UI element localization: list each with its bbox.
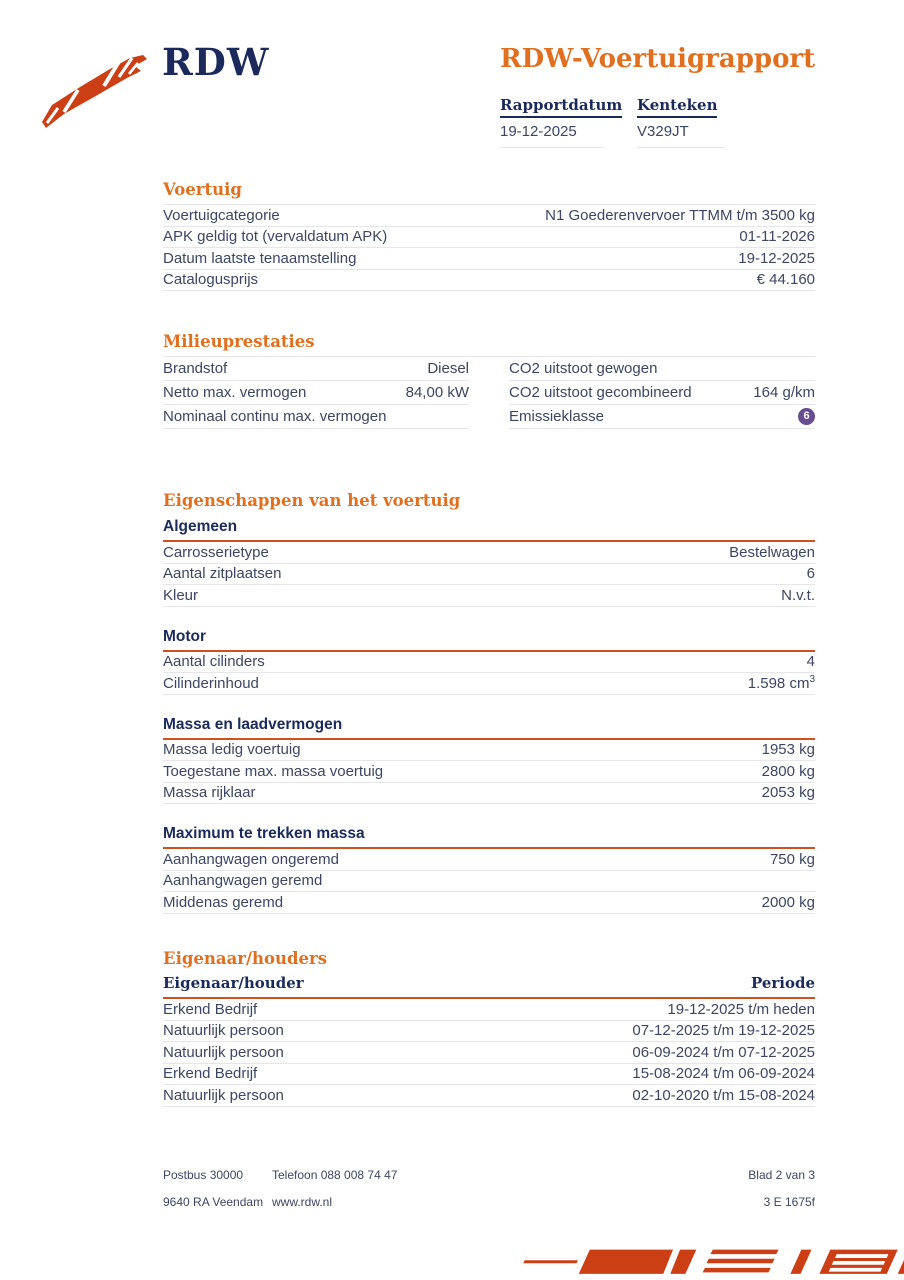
row-label: Cilinderinhoud <box>163 674 259 692</box>
table-row <box>163 1021 815 1043</box>
row-value: 2000 kg <box>761 893 815 911</box>
table-row <box>163 405 469 429</box>
row-label: Netto max. vermogen <box>163 384 307 401</box>
row-label: Datum laatste tenaamstelling <box>163 249 357 267</box>
row-value-text: 1.598 cm <box>747 675 810 693</box>
table-row <box>163 248 815 270</box>
footer-website: www.rdw.nl <box>272 1195 333 1209</box>
row-value-superscript: 3 <box>809 674 815 686</box>
row-value: 19-12-2025 <box>738 249 815 267</box>
table-row <box>509 405 815 429</box>
table-row <box>163 652 815 674</box>
owners-table-header <box>163 974 815 999</box>
row-value <box>748 674 815 692</box>
owner-period: 15-08-2024 t/m 06-09-2024 <box>632 1065 815 1083</box>
row-label: Aantal cilinders <box>163 653 265 671</box>
table-row <box>163 1064 815 1086</box>
license-plate-column <box>637 96 816 148</box>
table-row <box>163 227 815 249</box>
footer-doc-code: 3 E 1675f <box>763 1195 815 1209</box>
table-row <box>163 542 815 564</box>
table-row <box>163 564 815 586</box>
subsection-motor <box>163 627 815 695</box>
row-value: Diesel <box>427 360 469 377</box>
row-value: 750 kg <box>769 850 815 868</box>
decorative-stripes-graphic <box>520 1242 904 1280</box>
section-eigenschappen <box>163 491 815 934</box>
footer-phone: Telefoon 088 008 74 47 <box>272 1168 398 1182</box>
section-voertuig <box>163 180 815 291</box>
row-value: Bestelwagen <box>729 543 815 561</box>
section-title-eigenschappen: Eigenschappen van het voertuig <box>163 491 461 510</box>
column-header-owner: Eigenaar/houder <box>163 974 304 992</box>
emission-class-badge: 6 <box>798 408 815 425</box>
owner-period: 02-10-2020 t/m 15-08-2024 <box>632 1086 815 1104</box>
table-row <box>163 740 815 762</box>
table-row <box>163 270 815 292</box>
milieu-columns <box>163 357 815 429</box>
row-value: 2800 kg <box>761 762 815 780</box>
milieu-right-column <box>509 357 815 429</box>
rdw-wordmark: RDW <box>162 40 270 84</box>
footer-address-line2: 9640 RA Veendam <box>163 1195 264 1209</box>
row-value: 6 <box>806 565 815 583</box>
row-label: Massa rijklaar <box>163 784 256 802</box>
row-label: Aanhangwagen geremd <box>163 872 323 890</box>
row-value: N.v.t. <box>781 586 815 604</box>
table-row <box>163 673 815 695</box>
table-row <box>163 871 815 893</box>
section-title-milieuprestaties: Milieuprestaties <box>163 332 815 357</box>
table-row <box>163 892 815 914</box>
owner-type: Natuurlijk persoon <box>163 1086 284 1104</box>
table-row <box>509 381 815 405</box>
row-value: 01-11-2026 <box>739 228 815 246</box>
owner-type: Erkend Bedrijf <box>163 1065 258 1083</box>
table-row <box>163 357 469 381</box>
footer-line-2 <box>163 1195 815 1209</box>
row-label: APK geldig tot (vervaldatum APK) <box>163 228 388 246</box>
rdw-feather-logo <box>34 50 152 138</box>
table-row <box>163 849 815 871</box>
report-date-label: Rapportdatum <box>500 96 622 118</box>
owner-type: Erkend Bedrijf <box>163 1000 258 1018</box>
table-row <box>163 1042 815 1064</box>
row-value: 4 <box>806 653 815 671</box>
subsection-trekken-massa <box>163 824 815 914</box>
row-value: 2053 kg <box>761 784 815 802</box>
row-label: Toegestane max. massa voertuig <box>163 762 384 780</box>
report-header <box>500 44 816 148</box>
row-label: Voertuigcategorie <box>163 206 280 224</box>
subsection-algemeen <box>163 517 815 607</box>
row-value: € 44.160 <box>756 271 815 289</box>
report-date-column <box>500 96 637 148</box>
row-label: Middenas geremd <box>163 893 284 911</box>
table-row <box>163 585 815 607</box>
table-row <box>163 761 815 783</box>
row-label: Aanhangwagen ongeremd <box>163 850 339 868</box>
row-label: CO2 uitstoot gecombineerd <box>509 384 692 401</box>
table-row <box>163 205 815 227</box>
table-row <box>509 357 815 381</box>
report-meta <box>500 96 816 148</box>
owner-type: Natuurlijk persoon <box>163 1043 284 1061</box>
row-label: Kleur <box>163 586 199 604</box>
row-label: Brandstof <box>163 360 228 377</box>
table-row <box>163 999 815 1021</box>
row-label: CO2 uitstoot gewogen <box>509 360 658 377</box>
page-title: RDW-Voertuigrapport <box>500 44 816 74</box>
milieu-left-column <box>163 357 469 429</box>
table-row <box>163 783 815 805</box>
row-label: Emissieklasse <box>509 408 605 425</box>
row-label: Nominaal continu max. vermogen <box>163 408 387 425</box>
row-value: 1953 kg <box>761 741 815 759</box>
row-value: 164 g/km <box>753 384 815 401</box>
row-label: Catalogusprijs <box>163 271 259 289</box>
license-plate-label: Kenteken <box>637 96 717 118</box>
subsection-title: Motor <box>163 627 815 652</box>
section-milieuprestaties <box>163 332 815 429</box>
owner-period: 07-12-2025 t/m 19-12-2025 <box>632 1022 815 1040</box>
section-eigenaar-houders <box>163 949 815 1107</box>
row-label: Massa ledig voertuig <box>163 741 301 759</box>
footer-page-number: Blad 2 van 3 <box>748 1168 815 1182</box>
section-title-eigenaar-houders: Eigenaar/houders <box>163 949 327 968</box>
row-value: N1 Goederenvervoer TTMM t/m 3500 kg <box>545 206 815 224</box>
table-row <box>163 381 469 405</box>
footer-address-line1: Postbus 30000 <box>163 1168 244 1182</box>
footer-line-1 <box>163 1168 815 1182</box>
owner-type: Natuurlijk persoon <box>163 1022 284 1040</box>
table-row <box>163 1085 815 1107</box>
section-title-voertuig: Voertuig <box>163 180 815 205</box>
report-date-value: 19-12-2025 <box>500 118 604 148</box>
row-value <box>798 408 815 426</box>
subsection-title: Maximum te trekken massa <box>163 824 815 849</box>
subsection-title: Massa en laadvermogen <box>163 715 815 740</box>
license-plate-value: V329JT <box>637 118 725 148</box>
row-label: Carrosserietype <box>163 543 269 561</box>
row-label: Aantal zitplaatsen <box>163 565 282 583</box>
owner-period: 06-09-2024 t/m 07-12-2025 <box>632 1043 815 1061</box>
subsection-massa-laadvermogen <box>163 715 815 805</box>
subsection-title: Algemeen <box>163 517 815 542</box>
row-value: 84,00 kW <box>405 384 469 401</box>
owner-period: 19-12-2025 t/m heden <box>667 1000 815 1018</box>
page-footer <box>163 1168 815 1222</box>
column-header-period: Periode <box>750 974 815 992</box>
